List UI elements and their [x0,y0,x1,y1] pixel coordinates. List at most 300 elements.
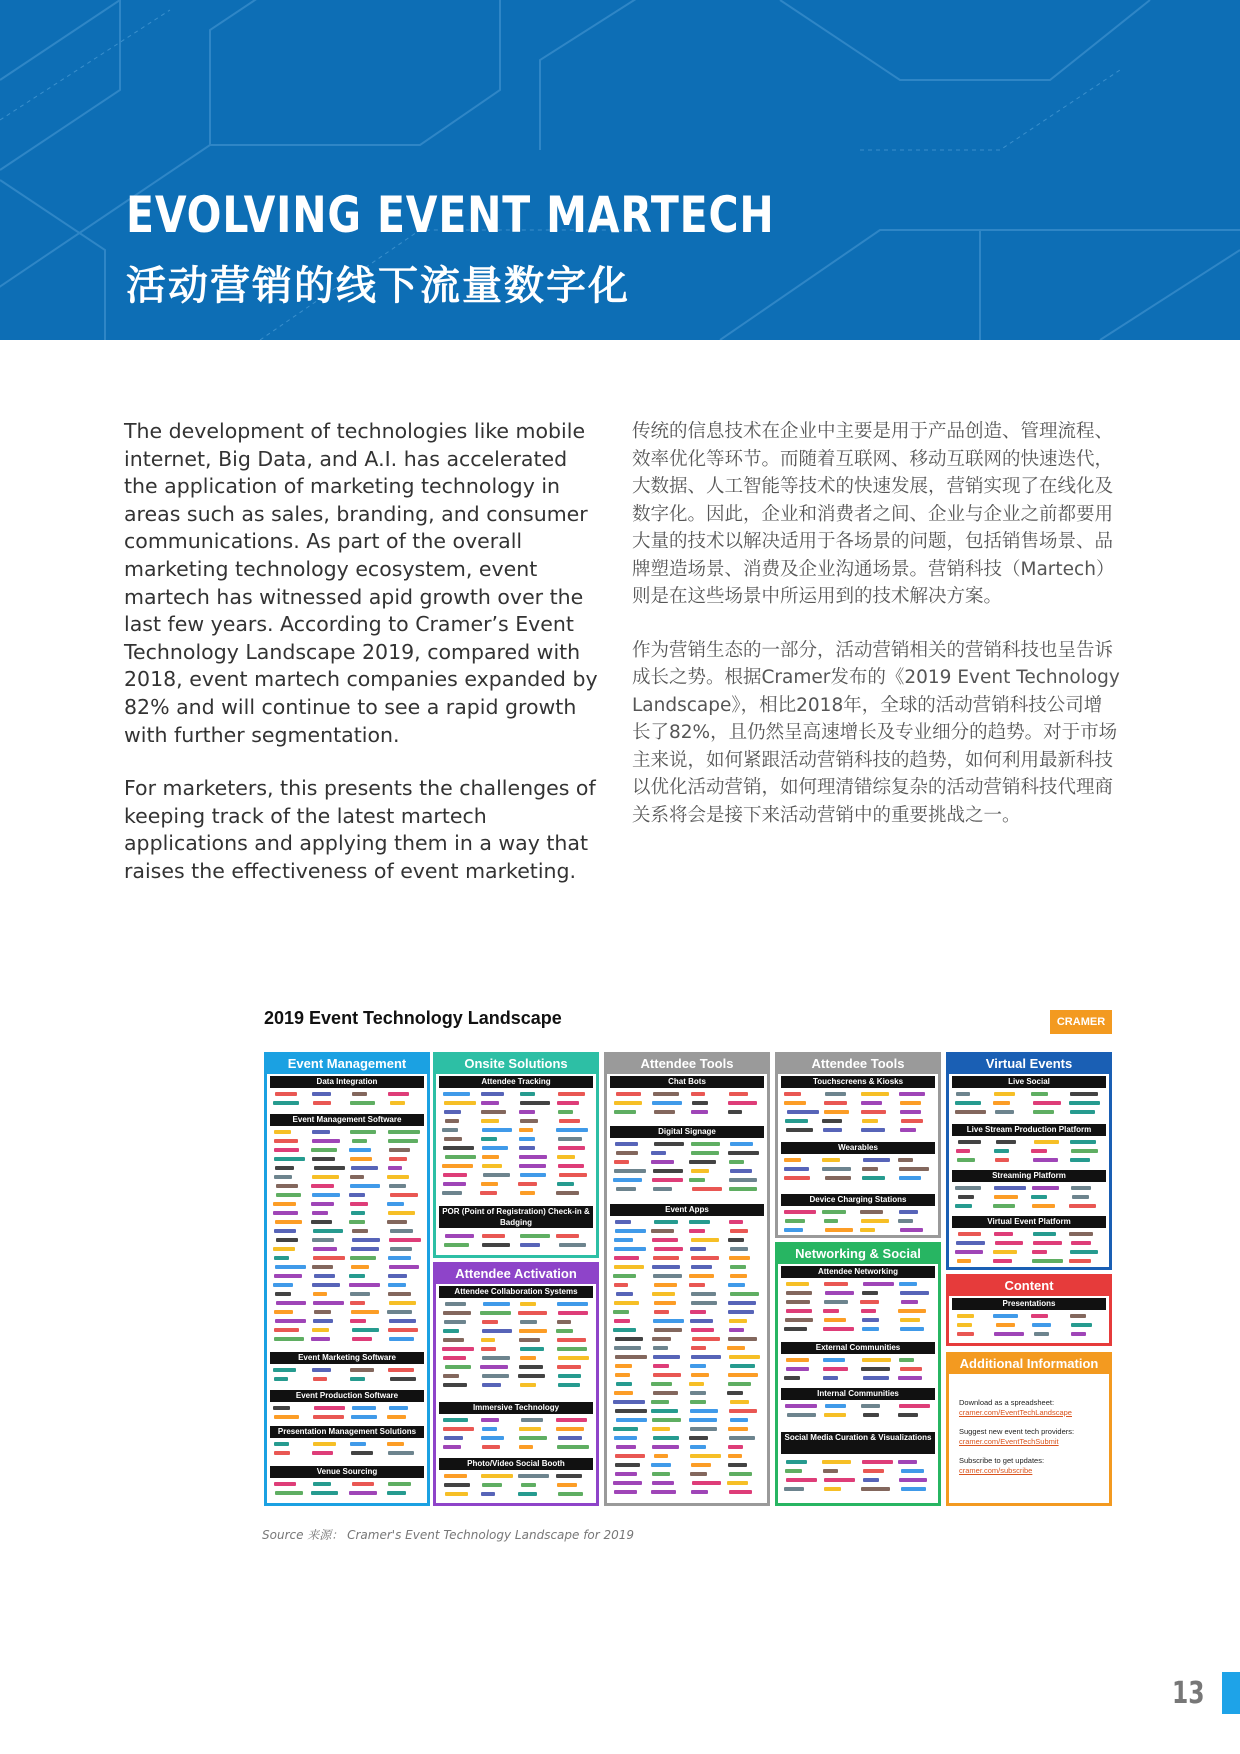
vendor-logo [445,1234,474,1238]
logo-grid [440,1232,592,1254]
category-title: Virtual Events [946,1052,1112,1074]
vendor-logo [312,1265,333,1269]
vendor-logo [276,1301,306,1305]
vendor-logo [520,1302,536,1306]
vendor-logo [274,1415,299,1419]
vendor-logo [692,1481,721,1485]
subcategory-label: Virtual Event Platform [952,1216,1106,1228]
vendor-logo [482,1427,496,1431]
vendor-logo [614,1101,641,1105]
vendor-logo [654,1110,676,1114]
subcategory-label: Event Apps [610,1204,764,1216]
vendor-logo [728,1301,756,1305]
vendor-logo [349,1220,364,1224]
vendor-logo [957,1314,975,1318]
vendor-logo [786,1367,809,1371]
vendor-logo [651,1490,676,1494]
vendor-logo [729,1490,752,1494]
vendor-logo [481,1182,498,1186]
vendor-logo [518,1474,548,1478]
vendor-logo [1031,1314,1047,1318]
vendor-logo [444,1101,475,1105]
vendor-logo [824,1300,847,1304]
vendor-logo [861,1367,889,1371]
logo-grid [611,1090,763,1122]
vendor-logo [1070,1314,1086,1318]
vendor-logo [729,1178,757,1182]
vendor-logo [519,1137,535,1141]
vendor-logo [443,1338,464,1342]
vendor-logo [993,1314,1018,1318]
vendor-logo [900,1101,921,1105]
vendor-logo [654,1220,678,1224]
vendor-logo [824,1110,849,1114]
vendor-logo [274,1139,298,1143]
vendor-logo [824,1413,846,1417]
vendor-logo [824,1318,845,1322]
vendor-logo [481,1092,504,1096]
vendor-logo [481,1492,495,1496]
vendor-logo [730,1292,759,1296]
vendor-logo [350,1292,370,1296]
vendor-logo [481,1436,504,1440]
vendor-logo [899,1176,921,1180]
vendor-logo [652,1178,683,1182]
vendor-logo [785,1119,809,1123]
vendor-logo [1034,1140,1059,1144]
download-link[interactable]: cramer.com/EventTechLandscape [959,1407,1072,1417]
vendor-logo [654,1301,676,1305]
vendor-logo [351,1166,378,1170]
vendor-logo [957,1158,975,1162]
logo-grid [782,1280,934,1338]
vendor-logo [825,1291,855,1295]
vendor-logo [691,1238,720,1242]
vendor-logo [614,1391,632,1395]
category-virtual-events [946,1052,1112,1270]
vendor-logo [387,1415,405,1419]
category-title: Event Management [264,1052,430,1074]
vendor-logo [787,1413,817,1417]
vendor-logo [957,1332,974,1336]
vendor-logo [691,1151,719,1155]
vendor-logo [351,1451,373,1455]
vendor-logo [275,1292,291,1296]
vendor-logo [351,1310,379,1314]
vendor-logo [689,1178,705,1182]
submit-link[interactable]: cramer.com/EventTechSubmit [959,1436,1059,1446]
vendor-logo [728,1151,759,1155]
vendor-logo [311,1337,329,1341]
subcategory-label: Live Social [952,1076,1106,1088]
vendor-logo [615,1454,644,1458]
vendor-logo [311,1148,337,1152]
vendor-logo [482,1374,509,1378]
vendor-logo [521,1418,543,1422]
vendor-logo [520,1092,534,1096]
vendor-logo [558,1374,581,1378]
vendor-logo [1072,1195,1089,1199]
subcategory-label: Attendee Tracking [439,1076,593,1088]
logo-grid [953,1184,1105,1212]
vendor-logo [274,1451,290,1455]
vendor-logo [273,1368,295,1372]
vendor-logo [276,1193,302,1197]
vendor-logo [825,1092,847,1096]
vendor-logo [350,1157,372,1161]
vendor-logo [824,1478,856,1482]
vendor-logo [274,1229,296,1233]
vendor-logo [445,1302,466,1306]
vendor-logo [786,1128,813,1132]
vendor-logo [388,1256,411,1260]
vendor-logo [957,1259,971,1263]
vendor-logo [994,1149,1009,1153]
vendor-logo [274,1337,304,1341]
vendor-logo [558,1492,584,1496]
vendor-logo [273,1202,296,1206]
vendor-logo [275,1092,298,1096]
vendor-logo [651,1382,672,1386]
subcategory-label: Attendee Networking [781,1266,935,1278]
vendor-logo [482,1356,510,1360]
vendor-logo [444,1320,466,1324]
subcategory-label: Presentation Management Solutions [270,1426,424,1438]
vendor-logo [351,1265,369,1269]
vendor-logo [556,1128,588,1132]
vendor-logo [351,1415,377,1419]
vendor-logo [690,1319,713,1323]
vendor-logo [957,1323,972,1327]
vendor-logo [730,1247,749,1251]
vendor-logo [1071,1241,1091,1245]
vendor-logo [653,1274,682,1278]
vendor-logo [445,1365,471,1369]
vendor-logo [692,1187,723,1191]
vendor-logo [556,1427,584,1431]
vendor-logo [900,1318,920,1322]
vendor-logo [480,1311,511,1315]
vendor-logo [443,1146,474,1150]
vendor-logo [613,1427,637,1431]
vendor-logo [616,1092,642,1096]
vendor-logo [689,1436,708,1440]
vendor-logo [556,1418,587,1422]
vendor-logo [614,1436,637,1440]
vendor-logo [728,1101,757,1105]
subscribe-link[interactable]: cramer.com/subscribe [959,1465,1033,1475]
vendor-logo [729,1160,744,1164]
logo-grid [953,1312,1105,1340]
vendor-logo [1070,1110,1096,1114]
vendor-logo [390,1377,416,1381]
vendor-logo [443,1427,475,1431]
vendor-logo [274,1328,299,1332]
vendor-logo [388,1328,418,1332]
landscape-column-1 [264,1052,430,1506]
vendor-logo [956,1149,971,1153]
vendor-logo [994,1332,1024,1336]
vendor-logo [900,1291,930,1295]
vendor-logo [729,1220,743,1224]
landscape-column-5 [946,1052,1112,1506]
vendor-logo [520,1234,550,1238]
vendor-logo [1032,1259,1063,1263]
vendor-logo [616,1151,638,1155]
vendor-logo [615,1472,636,1476]
vendor-logo [653,1169,683,1173]
vendor-logo [730,1400,749,1404]
vendor-logo [823,1309,840,1313]
vendor-logo [996,1323,1015,1327]
vendor-logo [480,1365,508,1369]
vendor-logo [901,1119,923,1123]
vendor-logo [785,1318,813,1322]
page-accent-bar [1222,1672,1240,1714]
vendor-logo [1071,1149,1098,1153]
vendor-logo [727,1481,748,1485]
vendor-logo [785,1219,805,1223]
info-line: Subscribe to get updates: [959,1456,1045,1465]
vendor-logo [613,1310,628,1314]
vendor-logo [784,1092,801,1096]
vendor-logo [861,1404,880,1408]
vendor-logo [824,1282,847,1286]
logo-grid [953,1090,1105,1120]
vendor-logo [443,1092,470,1096]
vendor-logo [312,1238,333,1242]
vendor-logo [614,1169,646,1173]
vendor-logo [445,1119,459,1123]
vendor-logo [614,1238,633,1242]
vendor-logo [1069,1204,1096,1208]
vendor-logo [482,1234,505,1238]
vendor-logo [311,1184,333,1188]
vendor-logo [956,1241,985,1245]
vendor-logo [276,1184,298,1188]
vendor-logo [653,1346,667,1350]
vendor-logo [822,1158,840,1162]
vendor-logo [481,1101,499,1105]
vendor-logo [387,1202,403,1206]
vendor-logo [691,1265,712,1269]
vendor-logo [520,1320,536,1324]
logo-grid [782,1356,934,1384]
vendor-logo [390,1229,413,1233]
vendor-logo [615,1229,645,1233]
vendor-logo [728,1382,751,1386]
vendor-logo [558,1436,582,1440]
vendor-logo [273,1101,299,1105]
vendor-logo [312,1139,340,1143]
vendor-logo [825,1228,853,1232]
vendor-logo [651,1400,668,1404]
vendor-logo [898,1158,912,1162]
vendor-logo [689,1382,704,1386]
vendor-logo [1069,1259,1091,1263]
vendor-logo [613,1400,644,1404]
vendor-logo [483,1173,511,1177]
vendor-logo [994,1195,1018,1199]
vendor-logo [730,1418,748,1422]
vendor-logo [995,1158,1010,1162]
vendor-logo [615,1463,641,1467]
vendor-logo [727,1391,742,1395]
vendor-logo [691,1490,708,1494]
vendor-logo [786,1300,810,1304]
vendor-logo [312,1130,329,1134]
vendor-logo [898,1309,926,1313]
vendor-logo [1032,1204,1055,1208]
vendor-logo [1031,1092,1048,1096]
vendor-logo [349,1283,379,1287]
vendor-logo [615,1355,647,1359]
vendor-logo [389,1406,409,1410]
vendor-logo [556,1474,582,1478]
vendor-logo [784,1167,809,1171]
vendor-logo [443,1182,465,1186]
vendor-logo [729,1472,752,1476]
vendor-logo [349,1491,377,1495]
vendor-logo [899,1478,927,1482]
vendor-logo [728,1283,745,1287]
vendor-logo [614,1256,639,1260]
vendor-logo [690,1364,706,1368]
vendor-logo [350,1442,366,1446]
vendor-logo [387,1310,412,1314]
vendor-logo [824,1487,842,1491]
vendor-logo [824,1219,838,1223]
vendor-logo [899,1092,925,1096]
vendor-logo [863,1282,894,1286]
vendor-logo [275,1319,306,1323]
vendor-logo [729,1092,748,1096]
vendor-logo [613,1274,636,1278]
vendor-logo [556,1329,572,1333]
vendor-logo [862,1167,878,1171]
vendor-logo [614,1110,636,1114]
vendor-logo [312,1451,333,1455]
vendor-logo [996,1140,1016,1144]
vendor-logo [557,1182,574,1186]
vendor-logo [863,1158,890,1162]
vendor-logo [993,1101,1010,1105]
vendor-logo [690,1427,717,1431]
vendor-logo [652,1238,678,1242]
vendor-logo [313,1319,333,1323]
english-paragraph-2: For marketers, this presents the challenges of keeping track of the latest martech applications and applying them in a way that raises the effectiveness of event marketing. [124,776,596,883]
vendor-logo [483,1302,510,1306]
vendor-logo [862,1176,885,1180]
vendor-logo [613,1328,636,1332]
vendor-logo [275,1265,306,1269]
vendor-logo [861,1219,889,1223]
vendor-logo [444,1483,470,1487]
vendor-logo [482,1383,501,1387]
vendor-logo [558,1146,586,1150]
logo-grid [271,1128,423,1350]
vendor-logo [350,1319,366,1323]
vendor-logo [389,1148,410,1152]
vendor-logo [390,1193,419,1197]
vendor-logo [389,1184,406,1188]
vendor-logo [899,1358,914,1362]
vendor-logo [352,1328,380,1332]
vendor-logo [651,1463,671,1467]
vendor-logo [653,1364,669,1368]
vendor-logo [652,1418,681,1422]
category-title: Attendee Activation [433,1262,599,1284]
vendor-logo [1032,1186,1059,1190]
subcategory-label: Social Media Curation & Visualizations [781,1432,935,1454]
vendor-logo [898,1413,917,1417]
vendor-logo [654,1283,677,1287]
vendor-logo [786,1309,812,1313]
vendor-logo [956,1092,970,1096]
vendor-logo [729,1187,756,1191]
vendor-logo [862,1358,891,1362]
vendor-logo [616,1418,647,1422]
vendor-logo [388,1139,418,1143]
vendor-logo [482,1155,499,1159]
vendor-logo [275,1491,303,1495]
vendor-logo [1032,1323,1051,1327]
vendor-logo [557,1302,589,1306]
vendor-logo [822,1460,850,1464]
vendor-logo [349,1193,364,1197]
vendor-logo [993,1250,1017,1254]
title-chinese: 活动营销的线下流量数字化 [126,263,630,309]
chinese-paragraph-2: 作为营销生态的一部分，活动营销相关的营销科技也呈告诉成长之势。根据Cramer发布的《2019 Event Technology Landscape》，相比2018年，全球的活动营销科技公司增长了82%，且仍然呈高速增长及专业细分的趋势。对于市场主来说，如何紧跟活动营销科技的趋势，如何利用最新科技以优化活动营销，如何理清错综复杂的活动营销科技代理商关系将会是接下来活动营销中的重要挑战之一。 [632,639,1120,826]
vendor-logo [728,1463,747,1467]
vendor-logo [898,1376,922,1380]
category-title: Additional Information [946,1352,1112,1374]
vendor-logo [557,1338,587,1342]
vendor-logo [955,1204,972,1208]
vendor-logo [822,1210,846,1214]
vendor-logo [442,1191,462,1195]
vendor-logo [862,1119,878,1123]
subcategory-label: Device Charging Stations [781,1194,935,1206]
subcategory-label: Digital Signage [610,1126,764,1138]
vendor-logo [728,1337,756,1341]
logo-grid [271,1480,423,1502]
vendor-logo [313,1229,343,1233]
vendor-logo [995,1110,1014,1114]
vendor-logo [388,1482,411,1486]
logo-grid [782,1090,934,1138]
vendor-logo [958,1195,974,1199]
vendor-logo [691,1373,710,1377]
vendor-logo [556,1191,579,1195]
vendor-logo [615,1364,632,1368]
vendor-logo [654,1328,682,1332]
vendor-logo [728,1373,758,1377]
vendor-logo [691,1355,722,1359]
vendor-logo [520,1119,538,1123]
vendor-logo [1033,1110,1054,1114]
vendor-logo [691,1110,708,1114]
vendor-logo [863,1413,879,1417]
vendor-logo [311,1220,331,1224]
vendor-logo [784,1101,806,1105]
vendor-logo [350,1184,380,1188]
vendor-logo [862,1318,878,1322]
vendor-logo [652,1481,674,1485]
logo-grid [440,1416,592,1454]
vendor-logo [653,1319,684,1323]
header-banner [0,0,1240,340]
